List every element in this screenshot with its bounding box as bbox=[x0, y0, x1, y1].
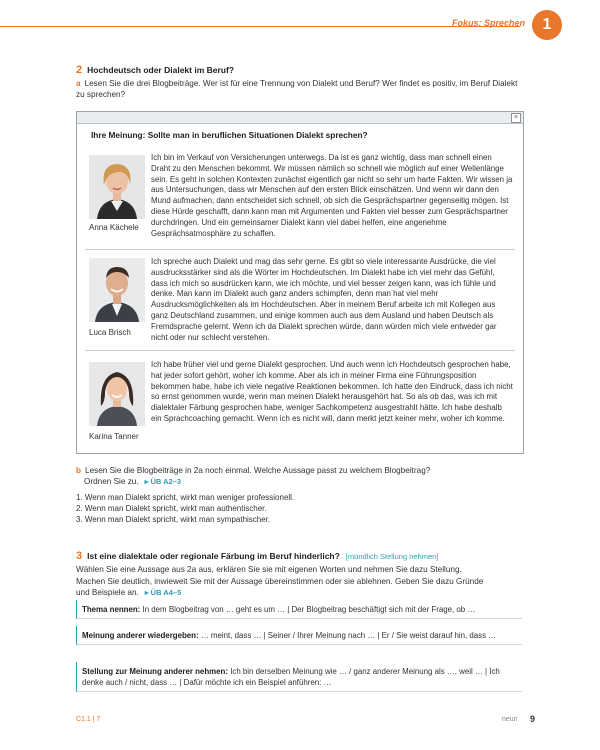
task2b-instruction bbox=[76, 465, 522, 476]
task3-intro-line: Wählen Sie eine Aussage aus 2a aus, erklären Sie sie mit eigenen Worten und nehmen Sie dazu Stellung. bbox=[76, 565, 462, 574]
footer-page-number: 9 bbox=[530, 714, 536, 724]
phrase-text: Ich bin derselben Meinung wie … / ganz anderer Meinung als …, weil … | Ich denke auch / nicht, dass … | Dafür möchte ich ein Beispiel anführen: … bbox=[82, 667, 500, 687]
blog-window-titlebar bbox=[77, 112, 523, 124]
task2-title: Hochdeutsch oder Dialekt im Beruf? bbox=[87, 65, 235, 75]
statement-list bbox=[76, 492, 294, 525]
portrait-man-icon bbox=[89, 258, 145, 322]
task2b-instruction-line2 bbox=[84, 476, 181, 487]
author-name: Karina Tanner bbox=[89, 432, 139, 441]
task3-tag: [mündlich Stellung nehmen] bbox=[345, 552, 439, 561]
portrait-woman-dark-hair-icon bbox=[89, 362, 145, 426]
task2a-letter: a bbox=[76, 79, 81, 88]
exercise-reference-link[interactable]: ▸ ÜB A4–5 bbox=[144, 588, 182, 597]
phrase-text: … meint, dass … | Seiner / Ihrer Meinung nach … | Er / Sie weist darauf hin, dass … bbox=[198, 631, 497, 640]
blog-window bbox=[76, 111, 524, 454]
header-rule bbox=[0, 26, 520, 27]
phrase-box-position bbox=[76, 662, 522, 692]
phrase-box-report bbox=[76, 626, 522, 645]
task2b-text-2: Ordnen Sie zu. bbox=[84, 477, 139, 486]
task2-heading bbox=[76, 60, 234, 78]
phrase-box-topic bbox=[76, 600, 522, 619]
statement-item: 3. Wenn man Dialekt spricht, wirkt man sympathischer. bbox=[76, 515, 271, 524]
task3-heading bbox=[76, 546, 522, 564]
task2a-instruction bbox=[76, 78, 522, 100]
footer-page-word: neun bbox=[502, 716, 518, 723]
task3-intro-line: Machen Sie deutlich, inwieweit Sie mit der Aussage übereinstimmen oder sie ablehnen. Geben Sie dazu Gründe bbox=[76, 576, 484, 586]
divider bbox=[85, 249, 515, 250]
blog-post-text: Ich bin im Verkauf von Versicherungen unterwegs. Da ist es ganz wichtig, dass man schnell einen Draht zu den Menschen bekommt. Wir müssen nämlich so schnell wie möglich auf einer Wellenlänge sein. Es geht in solchen Kontexten zunächst eigentlich gar nicht so sehr um harte Fakten. Wir wissen ja aus Untersuchungen, dass wir Menschen auf den ersten Blick einschätzen. Und wenn wir dann den Mund aufmachen, dann entscheidet sich schnell, ob sich die Gesprächspartner gegenseitig mögen. Ist diese Hürde geschafft, dann kann man mit Argumenten und Fakten viel besser zum Gesprächspartner durchdringen. Und ein gemeinsamer Dialekt kann viel dabei helfen, eine angenehme Gesprächsatmosphäre zu schaffen. bbox=[151, 153, 513, 238]
statement-item: 2. Wenn man Dialekt spricht, wirkt man authentischer. bbox=[76, 504, 267, 513]
author-photo-luca bbox=[89, 258, 145, 322]
portrait-woman-blonde-icon bbox=[89, 155, 145, 219]
author-name: Luca Brisch bbox=[89, 328, 131, 337]
footer-level: C1.1 | 7 bbox=[76, 716, 101, 723]
exercise-reference-link[interactable]: ▸ ÜB A2–3 bbox=[144, 477, 182, 486]
author-photo-karina bbox=[89, 362, 145, 426]
phrase-label: Stellung zur Meinung anderer nehmen: bbox=[82, 667, 228, 676]
phrase-label: Thema nennen: bbox=[82, 605, 141, 614]
blog-post-text: Ich habe früher viel und gerne Dialekt gesprochen. Und auch wenn ich Hochdeutsch gesprochen habe, hat jeder sofort gehört, woher ich komme. Aber als ich in meiner Firma eine Führungsposition bekommen habe, habe ich viele negative Reaktionen bekommen. Ich hatte den Eindruck, dass ich nicht so ernst genommen wurde, wenn man meinen Dialekt herausgehört hat. So als ob das, was ich mit dialektaler Färbung gesprochen habe, weniger Sachkompetenz ausgestrahlt hätte. Ich habe deshalb ein Sprachcoaching gemacht. Wenn ich es nicht will, dann merkt jetzt keiner mehr, woher ich komme. bbox=[151, 360, 513, 423]
author-photo-anna bbox=[89, 155, 145, 219]
phrase-text: In dem Blogbeitrag von … geht es um … | Der Blogbeitrag beschäftigt sich mit der Frage, ob … bbox=[140, 605, 476, 614]
statement-item: 1. Wenn man Dialekt spricht, wirkt man weniger professionell. bbox=[76, 493, 295, 502]
task3-intro-line-3: und Beispiele an. ▸ ÜB A4–5 bbox=[76, 588, 182, 597]
task3-instructions bbox=[76, 564, 522, 599]
task2a-text: Lesen Sie die drei Blogbeiträge. Wer ist für eine Trennung von Dialekt und Beruf? Wer findet es positiv, im Beruf Dialekt zu sprechen? bbox=[76, 79, 518, 99]
close-icon[interactable]: × bbox=[511, 113, 521, 123]
task3-number: 3 bbox=[76, 550, 83, 562]
blog-post-text: Ich spreche auch Dialekt und mag das sehr gerne. Es gibt so viele interessante Ausdrücke, die viel ausdrucksstärker sind als die Wörter im Hochdeutschen. Im Dialekt habe ich viel mehr das Gefühl, dass ich mich so ausdrücken kann, wie ich möchte, und viel besser zeigen kann, was ich fühle und denke. Man kann im Dialekt auch ganz anders schimpfen, denn man hat viel mehr Ausdrucksmöglichkeiten als im Hochdeutschen. Aber in meinem Beruf arbeite ich mit Kollegen aus ganz Deutschland zusammen, und einige kommen auch aus dem Ausland und haben Deutsch als Fremdsprache gelernt. Wenn ich da Dialekt sprechen würde, dann würden mich viele entweder gar nicht oder nur schlecht verstehen. bbox=[151, 257, 497, 342]
task3-title: Ist eine dialektale oder regionale Färbung im Beruf hinderlich? bbox=[87, 551, 340, 561]
task2b-letter: b bbox=[76, 466, 82, 475]
phrase-label: Meinung anderer wiedergeben: bbox=[82, 631, 199, 640]
author-name: Anna Kächele bbox=[89, 223, 139, 232]
chapter-badge: 1 bbox=[532, 10, 562, 40]
task2-number: 2 bbox=[76, 64, 83, 76]
task2b-text: Lesen Sie die Blogbeiträge in 2a noch einmal. Welche Aussage passt zu welchem Blogbeitrag? bbox=[85, 466, 431, 475]
section-label: Fokus: Sprechen bbox=[451, 18, 525, 28]
divider bbox=[85, 350, 515, 351]
blog-question: Ihre Meinung: Sollte man in beruflichen Situationen Dialekt sprechen? bbox=[91, 130, 368, 140]
